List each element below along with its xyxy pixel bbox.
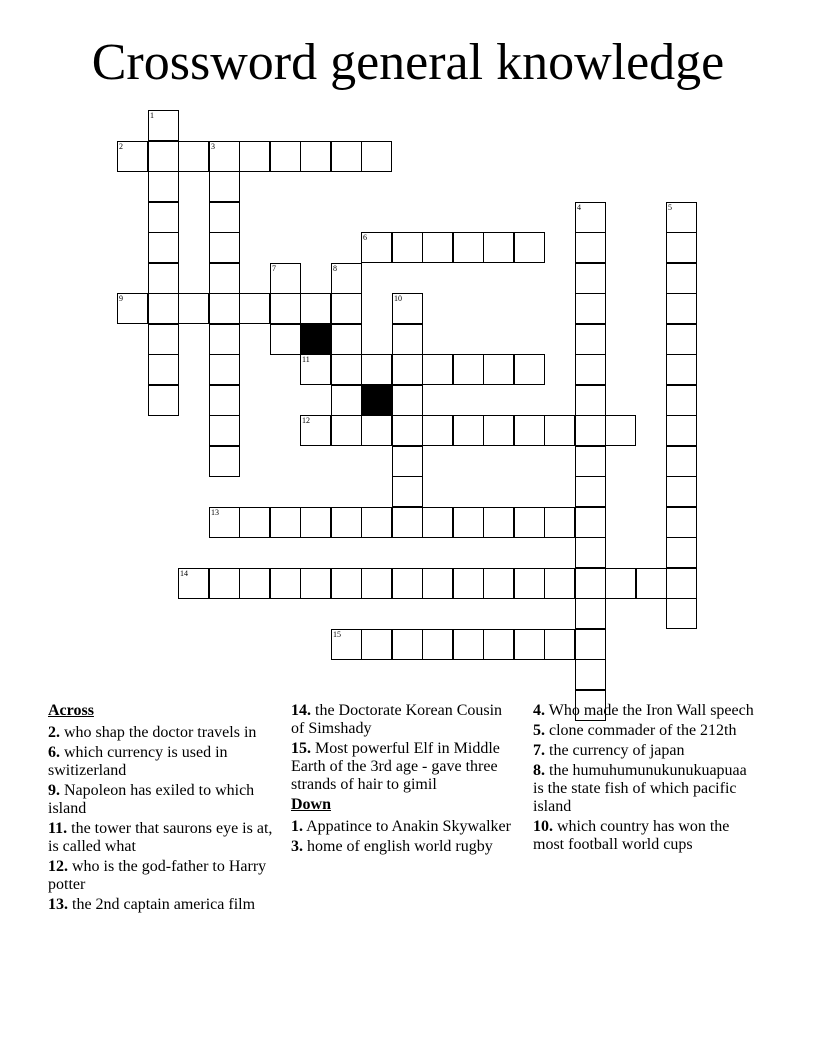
grid-cell[interactable] — [483, 568, 514, 599]
clue-across-6: 6. which currency is used in switizerland — [48, 744, 228, 779]
grid-cell[interactable] — [483, 354, 514, 385]
grid-cell[interactable] — [392, 568, 423, 599]
grid-cell[interactable] — [361, 141, 392, 172]
cell-number: 7 — [272, 264, 276, 273]
cell-number: 15 — [333, 630, 341, 639]
grid-cell[interactable] — [331, 354, 362, 385]
grid-cell[interactable] — [666, 232, 697, 263]
grid-cell[interactable] — [270, 141, 301, 172]
grid-cell[interactable] — [575, 476, 606, 507]
grid-cell[interactable] — [148, 232, 179, 263]
grid-cell[interactable] — [331, 415, 362, 446]
grid-block-cell — [300, 324, 331, 355]
clue-down-3: 3. home of english world rugby — [291, 838, 493, 855]
grid-cell[interactable] — [392, 232, 423, 263]
grid-cell[interactable] — [270, 568, 301, 599]
grid-cell[interactable] — [148, 385, 179, 416]
grid-cell[interactable] — [514, 629, 545, 660]
clue-down-7: 7. the currency of japan — [533, 742, 685, 759]
grid-cell[interactable] — [666, 598, 697, 629]
grid-cell[interactable] — [178, 293, 209, 324]
grid-cell[interactable] — [666, 415, 697, 446]
grid-cell[interactable] — [575, 446, 606, 477]
cell-number: 9 — [119, 294, 123, 303]
grid-cell[interactable] — [453, 354, 484, 385]
grid-cell[interactable] — [575, 263, 606, 294]
clue-across-11: 11. the tower that saurons eye is at, is called what — [48, 820, 273, 855]
grid-cell[interactable] — [148, 263, 179, 294]
grid-cell[interactable] — [148, 171, 179, 202]
grid-cell[interactable] — [392, 385, 423, 416]
cell-number: 6 — [363, 233, 367, 242]
grid-cell[interactable] — [575, 598, 606, 629]
grid-cell[interactable] — [666, 537, 697, 568]
grid-cell[interactable] — [239, 568, 270, 599]
grid-cell[interactable] — [361, 354, 392, 385]
grid-cell[interactable] — [300, 415, 331, 446]
grid-cell[interactable] — [392, 446, 423, 477]
clue-across-13: 13. the 2nd captain america film — [48, 896, 256, 913]
grid-cell[interactable] — [575, 324, 606, 355]
grid-cell[interactable] — [666, 324, 697, 355]
grid-cell[interactable] — [422, 568, 453, 599]
grid-cell[interactable] — [209, 568, 240, 599]
grid-cell[interactable] — [361, 629, 392, 660]
grid-cell[interactable] — [575, 415, 606, 446]
cell-number: 10 — [394, 294, 402, 303]
cell-number: 2 — [119, 142, 123, 151]
grid-cell[interactable] — [209, 446, 240, 477]
clue-across-12: 12. who is the god-father to Harry potter — [48, 858, 267, 893]
grid-cell[interactable] — [117, 293, 148, 324]
grid-cell[interactable] — [514, 415, 545, 446]
grid-cell[interactable] — [209, 415, 240, 446]
grid-cell[interactable] — [453, 507, 484, 538]
clues-column-3 — [533, 702, 761, 856]
grid-cell[interactable] — [544, 568, 575, 599]
across-heading: Across — [48, 702, 94, 719]
grid-cell[interactable] — [575, 568, 606, 599]
grid-cell[interactable] — [575, 354, 606, 385]
grid-cell[interactable] — [575, 659, 606, 690]
grid-cell[interactable] — [422, 354, 453, 385]
grid-cell[interactable] — [270, 263, 301, 294]
grid-cell[interactable] — [514, 232, 545, 263]
grid-cell[interactable] — [117, 141, 148, 172]
grid-cell[interactable] — [666, 202, 697, 233]
grid-cell[interactable] — [361, 415, 392, 446]
grid-cell[interactable] — [666, 263, 697, 294]
grid-cell[interactable] — [575, 385, 606, 416]
grid-cell[interactable] — [148, 354, 179, 385]
grid-cell[interactable] — [544, 415, 575, 446]
grid-cell[interactable] — [331, 324, 362, 355]
grid-cell[interactable] — [209, 354, 240, 385]
grid-cell[interactable] — [605, 415, 636, 446]
grid-cell[interactable] — [331, 568, 362, 599]
cell-number: 8 — [333, 264, 337, 273]
grid-cell[interactable] — [209, 171, 240, 202]
grid-cell[interactable] — [514, 354, 545, 385]
grid-cell[interactable] — [209, 263, 240, 294]
grid-cell[interactable] — [148, 324, 179, 355]
grid-cell[interactable] — [209, 385, 240, 416]
cell-number: 14 — [180, 569, 188, 578]
grid-cell[interactable] — [666, 446, 697, 477]
grid-cell[interactable] — [544, 507, 575, 538]
grid-cell[interactable] — [300, 293, 331, 324]
clues-column-1 — [48, 702, 276, 916]
grid-cell[interactable] — [209, 293, 240, 324]
grid-cell[interactable] — [392, 476, 423, 507]
grid-cell[interactable] — [575, 232, 606, 263]
grid-cell[interactable] — [453, 415, 484, 446]
grid-cell[interactable] — [331, 263, 362, 294]
clue-down-8: 8. the humuhumunukunukuapuaa is the state fish of which pacific island — [533, 762, 747, 815]
grid-cell[interactable] — [148, 141, 179, 172]
grid-cell[interactable] — [392, 354, 423, 385]
grid-cell[interactable] — [422, 507, 453, 538]
grid-cell[interactable] — [300, 568, 331, 599]
grid-cell[interactable] — [178, 568, 209, 599]
grid-cell[interactable] — [422, 232, 453, 263]
cell-number: 3 — [211, 142, 215, 151]
down-heading: Down — [291, 796, 332, 813]
grid-cell[interactable] — [575, 629, 606, 660]
grid-cell[interactable] — [514, 568, 545, 599]
grid-cell[interactable] — [422, 415, 453, 446]
grid-cell[interactable] — [666, 476, 697, 507]
grid-cell[interactable] — [331, 293, 362, 324]
grid-cell[interactable] — [270, 324, 301, 355]
grid-cell[interactable] — [392, 507, 423, 538]
cell-number: 12 — [302, 416, 310, 425]
grid-cell[interactable] — [544, 629, 575, 660]
grid-cell[interactable] — [636, 568, 667, 599]
cell-number: 1 — [150, 111, 154, 120]
clue-across-15: 15. Most powerful Elf in Middle Earth of the 3rd age - gave three strands of hair to gimil — [291, 740, 500, 793]
grid-cell[interactable] — [361, 507, 392, 538]
clue-across-2: 2. who shap the doctor travels in — [48, 724, 257, 741]
clue-down-1: 1. Appatince to Anakin Skywalker — [291, 818, 511, 835]
grid-cell[interactable] — [239, 141, 270, 172]
grid-cell[interactable] — [148, 293, 179, 324]
grid-cell[interactable] — [666, 568, 697, 599]
grid-cell[interactable] — [361, 568, 392, 599]
grid-cell[interactable] — [483, 232, 514, 263]
clue-down-5: 5. clone commader of the 212th — [533, 722, 737, 739]
cell-number: 11 — [302, 355, 310, 364]
grid-cell[interactable] — [483, 415, 514, 446]
clue-down-4: 4. Who made the Iron Wall speech — [533, 702, 754, 719]
grid-cell[interactable] — [666, 293, 697, 324]
grid-cell[interactable] — [239, 293, 270, 324]
grid-cell[interactable] — [178, 141, 209, 172]
grid-cell[interactable] — [331, 629, 362, 660]
clue-across-9: 9. Napoleon has exiled to which island — [48, 782, 255, 817]
grid-cell[interactable] — [575, 507, 606, 538]
grid-cell[interactable] — [453, 629, 484, 660]
grid-cell[interactable] — [209, 507, 240, 538]
grid-cell[interactable] — [514, 507, 545, 538]
grid-cell[interactable] — [453, 232, 484, 263]
grid-cell[interactable] — [575, 202, 606, 233]
grid-cell[interactable] — [392, 293, 423, 324]
cell-number: 5 — [668, 203, 672, 212]
grid-cell[interactable] — [422, 629, 453, 660]
cell-number: 13 — [211, 508, 219, 517]
grid-cell[interactable] — [270, 507, 301, 538]
clue-across-14: 14. the Doctorate Korean Cousin of Simshady — [291, 702, 503, 737]
grid-cell[interactable] — [575, 293, 606, 324]
grid-cell[interactable] — [300, 141, 331, 172]
page-title: Crossword general knowledge — [91, 34, 725, 91]
grid-cell[interactable] — [331, 385, 362, 416]
grid-cell[interactable] — [331, 141, 362, 172]
grid-cell[interactable] — [483, 507, 514, 538]
grid-cell[interactable] — [575, 537, 606, 568]
grid-cell[interactable] — [666, 507, 697, 538]
grid-cell[interactable] — [392, 629, 423, 660]
grid-cell[interactable] — [392, 415, 423, 446]
grid-cell[interactable] — [239, 507, 270, 538]
grid-cell[interactable] — [300, 354, 331, 385]
grid-cell[interactable] — [209, 141, 240, 172]
grid-cell[interactable] — [605, 568, 636, 599]
clue-down-10: 10. which country has won the most football world cups — [533, 818, 730, 853]
grid-cell[interactable] — [270, 293, 301, 324]
grid-cell[interactable] — [483, 629, 514, 660]
grid-block-cell — [361, 385, 392, 416]
grid-cell[interactable] — [209, 324, 240, 355]
grid-cell[interactable] — [209, 202, 240, 233]
grid-cell[interactable] — [453, 568, 484, 599]
grid-cell[interactable] — [209, 232, 240, 263]
grid-cell[interactable] — [392, 324, 423, 355]
grid-cell[interactable] — [331, 507, 362, 538]
grid-cell[interactable] — [300, 507, 331, 538]
clues-column-2 — [291, 702, 511, 858]
cell-number: 4 — [577, 203, 581, 212]
grid-cell[interactable] — [361, 232, 392, 263]
grid-cell[interactable] — [148, 202, 179, 233]
grid-cell[interactable] — [666, 385, 697, 416]
grid-cell[interactable] — [148, 110, 179, 141]
grid-cell[interactable] — [666, 354, 697, 385]
